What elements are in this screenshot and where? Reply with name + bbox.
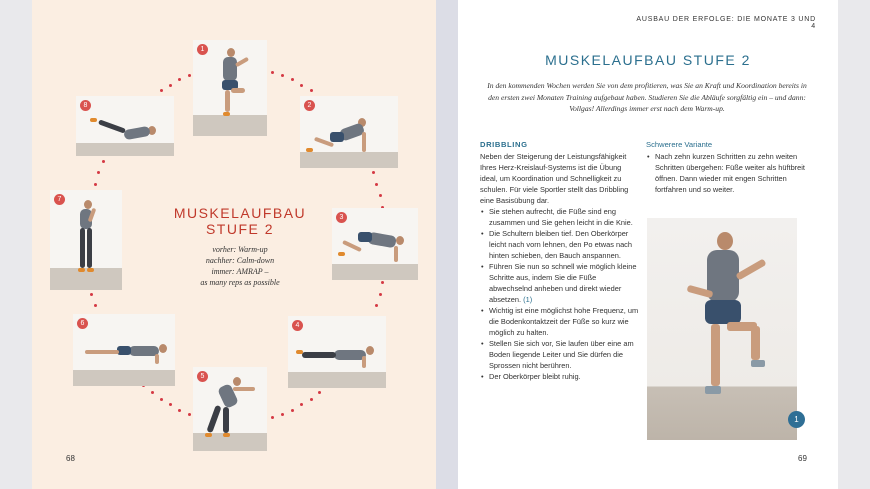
circle-dot	[178, 78, 181, 81]
circle-dot	[375, 183, 378, 186]
circle-dot	[379, 194, 382, 197]
circle-dot	[310, 89, 313, 92]
circle-dot	[160, 398, 163, 401]
list-item: • Die Schultern bleiben tief. Den Oberkörper leicht nach vorn lehnen, den Po etwas nach hinten schieben, den Bauch anspannen.	[489, 228, 640, 261]
circle-dot	[102, 160, 105, 163]
list-item: • Nach zehn kurzen Schritten zu zehn weiten Schritten übergehen: Füße weiter als hüftbreit öffnen. Dann wieder mit engen Schritten fortfahren und so weiter.	[655, 151, 806, 195]
exercise-photo-4	[288, 316, 386, 388]
circle-dot	[271, 416, 274, 419]
list-item: • Wichtig ist eine möglichst hohe Frequenz, um die Bodenkontaktzeit der Füße so kurz wie möglich zu halten.	[489, 305, 640, 338]
book-gutter	[436, 0, 458, 489]
circle-dot	[90, 293, 93, 296]
circle-dot	[379, 293, 382, 296]
dribbling-photo	[647, 218, 797, 440]
exercise-number-2: 2	[304, 100, 315, 111]
right-page	[458, 0, 838, 489]
circle-dot	[169, 403, 172, 406]
circle-dot	[300, 403, 303, 406]
circle-dot	[94, 304, 97, 307]
circle-dot	[281, 74, 284, 77]
running-head: AUSBAU DER ERFOLGE: DIE MONATE 3 UND 4	[636, 16, 816, 30]
circle-dot	[97, 171, 100, 174]
circle-dot	[381, 281, 384, 284]
sub-line-before: vorher: Warm-up	[212, 245, 268, 254]
exercise-photo-3	[332, 208, 418, 280]
circle-dot	[188, 74, 191, 77]
circle-dot	[178, 409, 181, 412]
sub-line-after: nachher: Calm-down	[205, 256, 275, 265]
page-title: MUSKELAUFBAU STUFE 2	[545, 52, 751, 68]
list-item: • Stellen Sie sich vor, Sie laufen über eine am Boden liegende Leiter und Sie dürfen die Sprossen nicht berühren.	[489, 338, 640, 371]
list-item: • Sie stehen aufrecht, die Füße sind eng zusammen und Sie gehen leicht in die Knie.	[489, 206, 640, 228]
circle-dot	[372, 171, 375, 174]
main-column	[480, 140, 640, 382]
circle-dot	[281, 413, 284, 416]
circle-title: MUSKELAUFBAU STUFE 2	[173, 205, 307, 237]
exercise-number-4: 4	[292, 320, 303, 331]
variant-list	[646, 151, 806, 195]
circle-dot	[291, 78, 294, 81]
circle-dot	[291, 409, 294, 412]
exercise-number-5: 5	[197, 371, 208, 382]
circle-dot	[151, 391, 154, 394]
exercise-number-6: 6	[77, 318, 88, 329]
circle-dot	[375, 304, 378, 307]
photo-reference: (1)	[523, 295, 533, 304]
side-column	[646, 140, 806, 195]
exercise-photo-7	[50, 190, 122, 290]
sub-line-amrap: as many reps as possible	[200, 278, 280, 287]
left-page	[32, 0, 436, 489]
list-item	[489, 261, 640, 305]
exercise-number-7: 7	[54, 194, 65, 205]
bullet-list	[480, 206, 640, 382]
bullet-text: Führen Sie nun so schnell wie möglich kleine Schritte aus, indem Sie die Füße abwechselnd anheben und direkt wieder absetzen.	[489, 262, 637, 304]
exercise-photo-2	[300, 96, 398, 168]
page-number-right: 69	[798, 454, 807, 463]
page-number-left: 68	[66, 454, 75, 463]
exercise-photo-1	[193, 40, 267, 136]
exercise-number-1: 1	[197, 44, 208, 55]
exercise-number-8: 8	[80, 100, 91, 111]
variant-heading: Schwerere Variante	[646, 140, 713, 149]
section-body: Neben der Steigerung der Leistungsfähigkeit Ihres Herz-Kreislauf-Systems ist die Übung ideal, um Koordination und Schnelligkeit zu schulen. Für viele Sportler stellt das Dribbling eine Basisübung dar.	[480, 152, 629, 205]
circle-subtitle	[160, 244, 320, 288]
sub-line-always: immer: AMRAP –	[211, 267, 269, 276]
circle-dot	[300, 84, 303, 87]
intro-text: In den kommenden Wochen werden Sie von dem profitieren, was Sie an Kraft und Koordination bereits in den ersten zwei Monaten Training aufgebaut haben. Studieren Sie die Abläufe sorgfältig ein – und dann: Vollgas! Allerdings immer erst nach dem Warm-up.	[487, 81, 807, 113]
section-heading: DRIBBLING	[480, 140, 528, 149]
list-item: • Der Oberkörper bleibt ruhig.	[489, 371, 640, 382]
circle-dot	[160, 89, 163, 92]
circle-dot	[318, 391, 321, 394]
exercise-photo-8	[76, 96, 174, 156]
circle-dot	[94, 183, 97, 186]
exercise-photo-5	[193, 367, 267, 451]
exercise-number-3: 3	[336, 212, 347, 223]
circle-dot	[169, 84, 172, 87]
exercise-photo-6	[73, 314, 175, 386]
circle-dot	[310, 398, 313, 401]
circle-dot	[188, 413, 191, 416]
photo-number-badge: 1	[788, 411, 805, 428]
circle-dot	[271, 71, 274, 74]
